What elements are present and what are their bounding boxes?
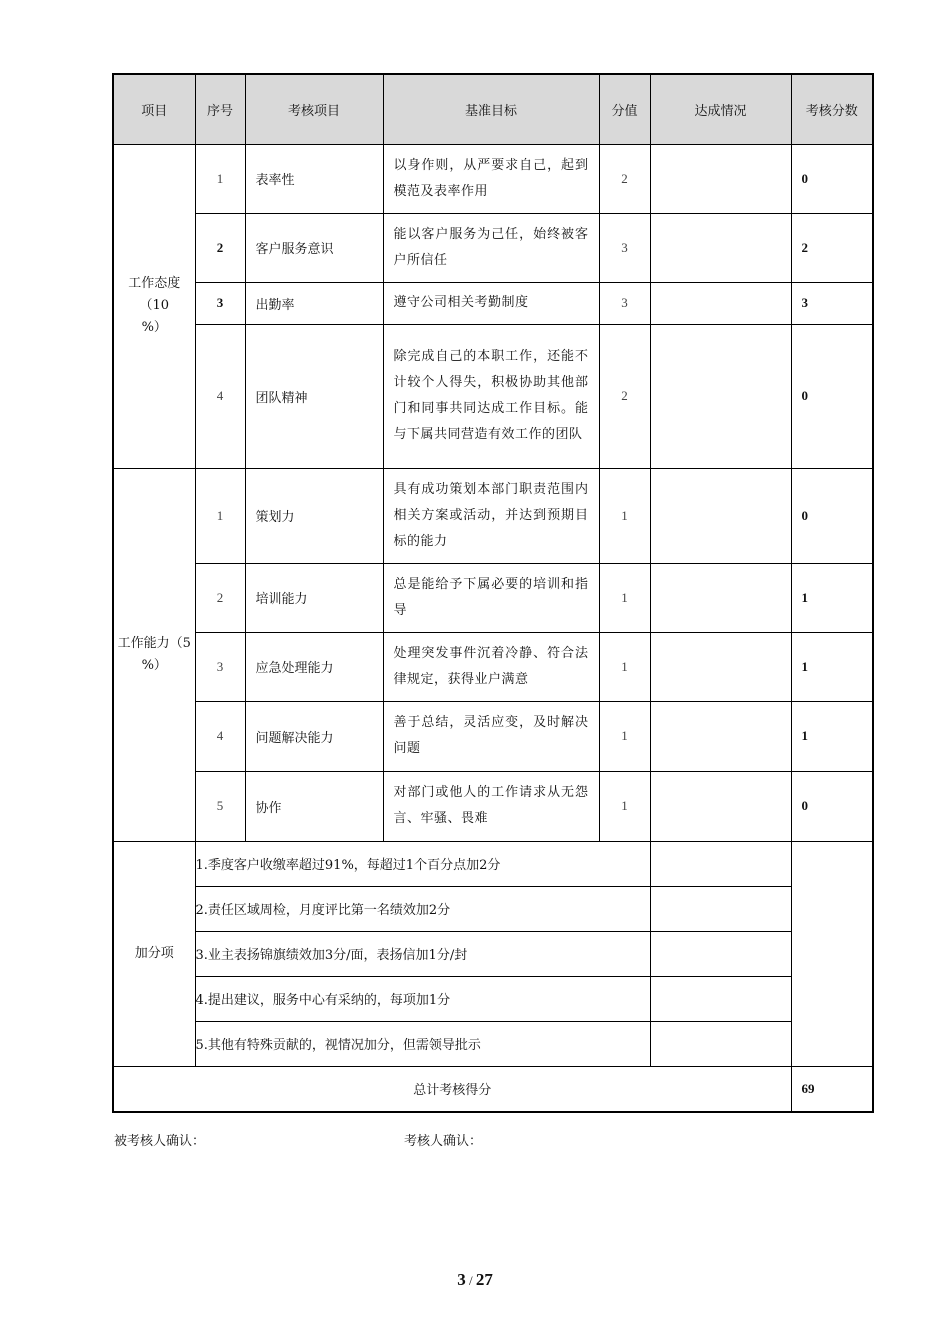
assessor-confirmation: 考核人确认： [404, 1134, 483, 1149]
table-row [113, 468, 873, 563]
total-score: 69 [791, 1066, 873, 1112]
table-row [113, 282, 873, 324]
header-achievement: 达成情况 [650, 74, 791, 144]
page-separator: / [465, 1273, 476, 1288]
category-ability-line2: %） [141, 657, 167, 673]
row-index: 5 [195, 771, 245, 841]
bonus-item: 1.季度客户收缴率超过91%，每超过1个百分点加2分 [195, 841, 650, 886]
row-points: 1 [599, 771, 650, 841]
row-index: 2 [195, 563, 245, 632]
row-target: 能以客户服务为己任，始终被客户所信任 [383, 213, 599, 282]
table-row [113, 632, 873, 701]
row-achievement[interactable] [650, 144, 791, 213]
bonus-item: 3.业主表扬锦旗绩效加3分/面，表扬信加1分/封 [195, 931, 650, 976]
row-score: 0 [791, 324, 873, 468]
header-index: 序号 [195, 74, 245, 144]
category-attitude-line1: 工作态度（10 [128, 276, 181, 313]
header-category: 项目 [113, 74, 195, 144]
bonus-row [113, 1021, 873, 1066]
assessee-confirmation: 被考核人确认： [114, 1134, 206, 1149]
bonus-item: 5.其他有特殊贡献的，视情况加分，但需领导批示 [195, 1021, 650, 1066]
page-current: 3 [457, 1270, 466, 1289]
total-row [113, 1066, 873, 1112]
row-index: 2 [195, 213, 245, 282]
bonus-row [113, 841, 873, 886]
bonus-row [113, 931, 873, 976]
row-score: 1 [791, 563, 873, 632]
row-score: 0 [791, 468, 873, 563]
row-achievement[interactable] [650, 213, 791, 282]
row-item: 协作 [245, 771, 383, 841]
row-item: 培训能力 [245, 563, 383, 632]
row-achievement[interactable] [650, 632, 791, 701]
row-target: 总是能给予下属必要的培训和指导 [383, 563, 599, 632]
row-target: 除完成自己的本职工作，还能不计较个人得失，积极协助其他部门和同事共同达成工作目标。能与下属共同营造有效工作的团队 [383, 324, 599, 468]
row-target: 对部门或他人的工作请求从无怨言、牢骚、畏难 [383, 771, 599, 841]
row-index: 4 [195, 701, 245, 771]
row-points: 3 [599, 213, 650, 282]
row-item: 策划力 [245, 468, 383, 563]
row-points: 2 [599, 144, 650, 213]
row-index: 1 [195, 144, 245, 213]
row-target: 具有成功策划本部门职责范围内相关方案或活动，并达到预期目标的能力 [383, 468, 599, 563]
header-target: 基准目标 [383, 74, 599, 144]
header-item: 考核项目 [245, 74, 383, 144]
row-points: 1 [599, 701, 650, 771]
bonus-score [791, 841, 873, 1066]
category-ability [113, 468, 195, 841]
category-ability-line1: 工作能力（5 [117, 635, 191, 651]
bonus-row [113, 886, 873, 931]
table-row [113, 144, 873, 213]
row-score: 1 [791, 701, 873, 771]
row-score: 0 [791, 144, 873, 213]
row-item: 表率性 [245, 144, 383, 213]
evaluation-table [112, 73, 874, 1113]
row-score: 3 [791, 282, 873, 324]
row-score: 2 [791, 213, 873, 282]
bonus-item: 2.责任区域周检，月度评比第一名绩效加2分 [195, 886, 650, 931]
header-score: 考核分数 [791, 74, 873, 144]
row-item: 应急处理能力 [245, 632, 383, 701]
row-score: 0 [791, 771, 873, 841]
row-score: 1 [791, 632, 873, 701]
row-achievement[interactable] [650, 468, 791, 563]
row-target: 处理突发事件沉着冷静、符合法律规定，获得业户满意 [383, 632, 599, 701]
page-number [0, 1270, 950, 1290]
header-points: 分值 [599, 74, 650, 144]
row-item: 客户服务意识 [245, 213, 383, 282]
row-item: 出勤率 [245, 282, 383, 324]
bonus-achievement[interactable] [650, 886, 791, 931]
row-points: 2 [599, 324, 650, 468]
row-achievement[interactable] [650, 701, 791, 771]
header-row [113, 74, 873, 144]
bonus-item: 4.提出建议，服务中心有采纳的，每项加1分 [195, 976, 650, 1021]
row-points: 1 [599, 468, 650, 563]
row-points: 1 [599, 563, 650, 632]
row-achievement[interactable] [650, 771, 791, 841]
table-row [113, 213, 873, 282]
row-index: 3 [195, 282, 245, 324]
row-item: 团队精神 [245, 324, 383, 468]
bonus-achievement[interactable] [650, 1021, 791, 1066]
row-target: 以身作则，从严要求自己，起到模范及表率作用 [383, 144, 599, 213]
row-item: 问题解决能力 [245, 701, 383, 771]
row-achievement[interactable] [650, 324, 791, 468]
row-target: 善于总结，灵活应变，及时解决问题 [383, 701, 599, 771]
row-points: 1 [599, 632, 650, 701]
row-points: 3 [599, 282, 650, 324]
bonus-achievement[interactable] [650, 931, 791, 976]
row-index: 4 [195, 324, 245, 468]
bonus-row [113, 976, 873, 1021]
row-achievement[interactable] [650, 282, 791, 324]
row-target: 遵守公司相关考勤制度 [383, 282, 599, 324]
row-achievement[interactable] [650, 563, 791, 632]
table-row [113, 324, 873, 468]
table-row [113, 771, 873, 841]
category-attitude-line2: %） [141, 320, 167, 335]
row-index: 3 [195, 632, 245, 701]
bonus-achievement[interactable] [650, 841, 791, 886]
total-label: 总计考核得分 [113, 1066, 791, 1112]
table-row [113, 563, 873, 632]
category-attitude [113, 144, 195, 468]
bonus-achievement[interactable] [650, 976, 791, 1021]
page-total: 27 [475, 1270, 493, 1289]
table-row [113, 701, 873, 771]
row-index: 1 [195, 468, 245, 563]
category-bonus: 加分项 [113, 841, 195, 1066]
